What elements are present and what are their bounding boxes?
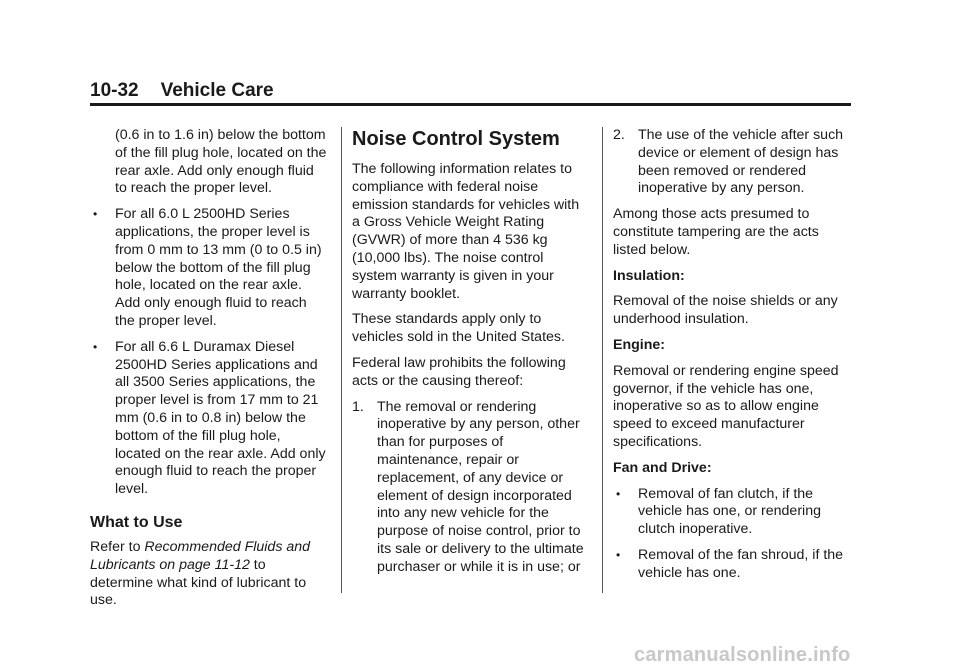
header-rule [90,103,851,106]
page-header [90,80,274,102]
paragraph: These standards apply only to vehicles sold in the United States. [352,311,565,346]
bullet-text: Removal of the fan shroud, if the vehicle has one. [638,546,844,581]
item-text: The removal or rendering inoperative by any person, other than for purposes of maintenance, repair or replacement, of any device or element of design incorporated into any new vehicle for the purpose of noise control, prior to its sale or delivery to the ultimate purchaser or while it is in use; or [377,398,584,575]
engine-label: Engine: [613,336,666,353]
paragraph: Federal law prohibits the following acts or the causing thereof: [352,354,566,389]
watermark: carmanualsonline.info [634,644,851,666]
column-2 [352,127,590,585]
column-3 [613,127,853,591]
bullet-item [90,339,328,499]
numbered-item [613,127,853,198]
fan-drive-label: Fan and Drive: [613,459,712,476]
what-text-end: to determine what kind of lubricant to use. [90,556,307,609]
column-divider [341,127,342,593]
engine-text: Removal or rendering engine speed governor, if the vehicle has one, inoperative so as to allow engine speed to exceed manufacturer specifications. [613,362,839,450]
bullet-icon: • [93,339,98,354]
item-number: 2. [613,127,625,143]
what-to-use-heading: What to Use [90,513,183,531]
bullet-item [90,206,328,331]
bullet-item [613,547,853,583]
item-text: The use of the vehicle after such device or element of design has been removed or rendered inoperative by any person. [638,127,844,197]
noise-control-heading: Noise Control System [352,128,560,150]
what-to-use-paragraph [90,539,328,610]
recommended-fluids-link[interactable]: Recommended Fluids and Lubricants on page 11-12 [90,538,311,573]
insulation-label: Insulation: [613,267,685,284]
bullet-icon: • [616,486,621,501]
bullet-text: For all 6.6 L Duramax Diesel 2500HD Series applications and all 3500 Series applications, the proper level is from 17 mm to 21 mm (0.6 in to 0.8 in) below the bottom of the fill plug hole, located on the rear axle. Add only enough fluid to reach the proper level. [115,338,326,498]
bullet-item [613,486,853,539]
continued-paragraph: (0.6 in to 1.6 in) below the bottom of the fill plug hole, located on the rear axle. Add only enough fluid to reach the proper level. [115,127,327,197]
bullet-icon: • [93,207,98,222]
paragraph: Among those acts presumed to constitute tampering are the acts listed below. [613,206,819,258]
page-number: 10-32 [90,80,139,101]
numbered-item [352,399,590,577]
bullet-text: For all 6.0 L 2500HD Series applications, the proper level is from 0 mm to 13 mm (0 to 0.5 in) below the bottom of the fill plug hole, located on the rear axle. Add only enough fluid to reach the proper level. [115,206,322,329]
insulation-text: Removal of the noise shields or any underhood insulation. [613,293,838,328]
bullet-text: Removal of fan clutch, if the vehicle has one, or rendering clutch inoperative. [638,485,821,538]
what-text-start: Refer to [90,538,145,555]
item-number: 1. [352,398,364,415]
bullet-icon: • [616,547,621,562]
column-1 [90,127,328,618]
paragraph: The following information relates to compliance with federal noise emission standards for vehicles with a Gross Vehicle Weight Rating (GVWR) of more than 4 536 kg (10,000 lbs). The noise control system warranty is given in your warranty booklet. [352,161,580,302]
chapter-title: Vehicle Care [160,80,274,101]
column-divider [602,127,603,593]
